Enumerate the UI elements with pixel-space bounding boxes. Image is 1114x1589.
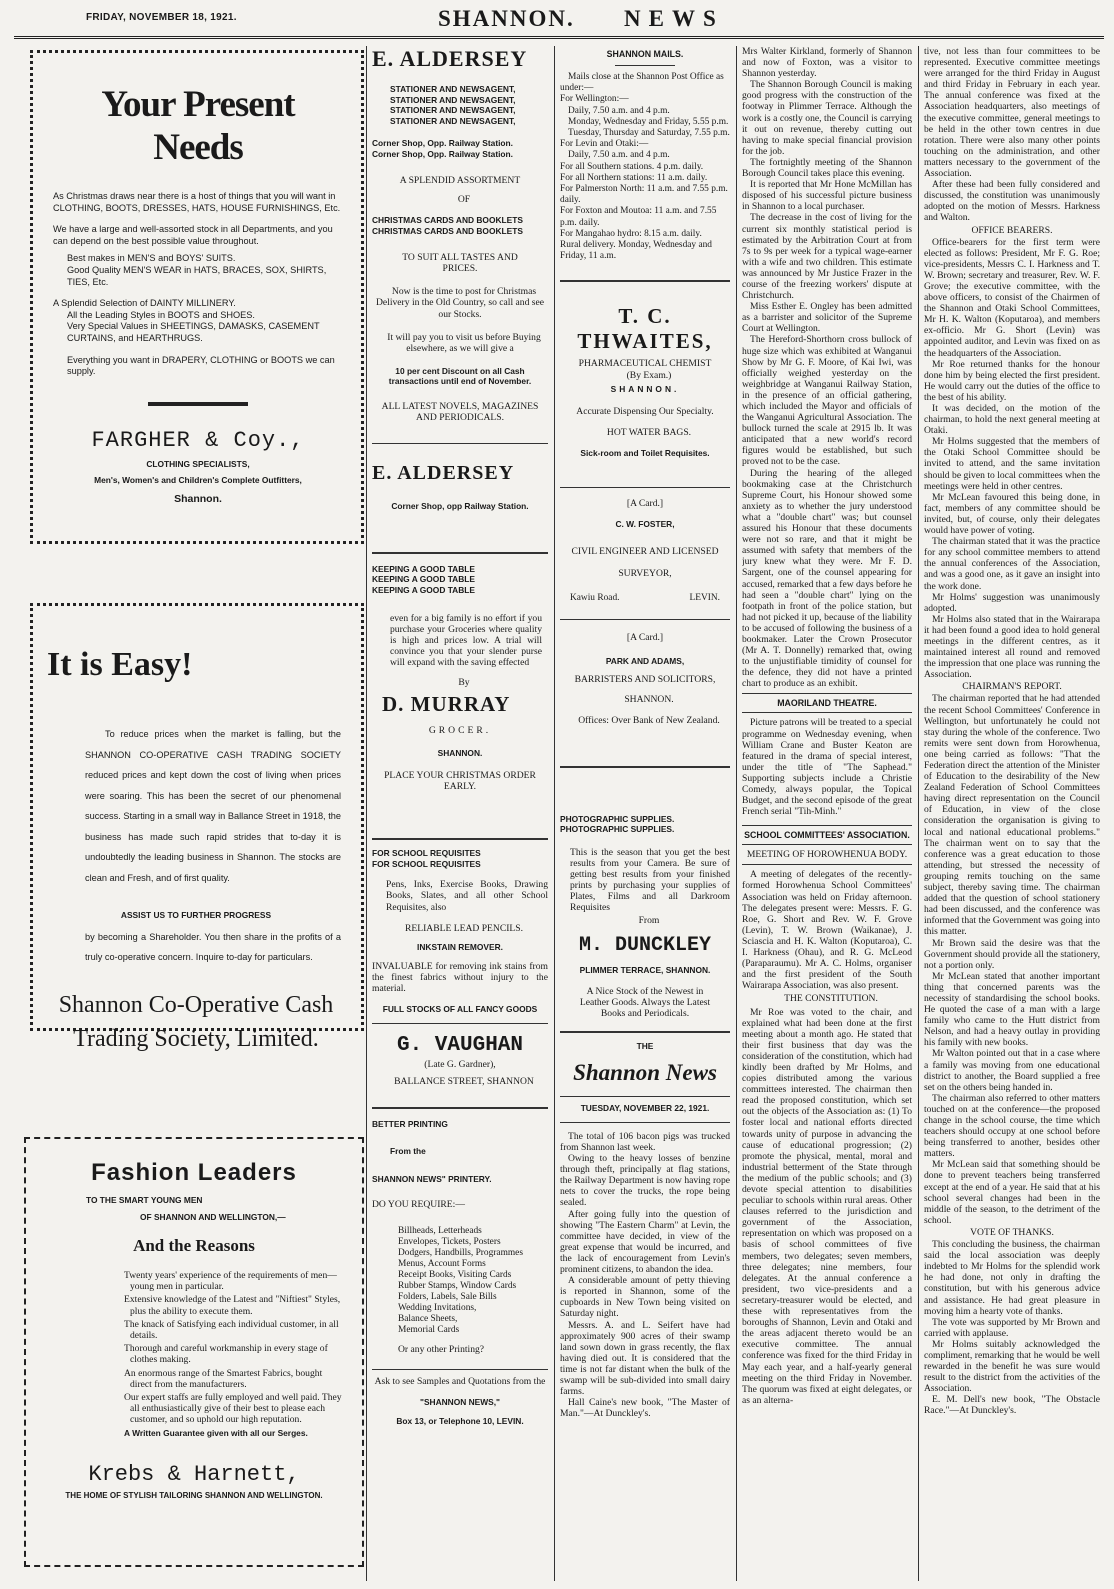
report-para-6: Mr McLean said that something should be done to prevent teachers being transferred except at the end of a year. He said that at his school several changes had been in the middle of the season, to the detriment of the school. — [924, 1159, 1100, 1226]
news-item-4: A considerable amount of petty thieving is reported in Shannon, some of the cupboards in New Town being visited on Saturday night. — [560, 1275, 730, 1320]
column-rule-3 — [736, 46, 737, 1581]
print-item-2: Envelopes, Tickets, Posters — [398, 1236, 501, 1247]
news-dateline: TUESDAY, NOVEMBER 22, 1921. — [580, 1103, 710, 1114]
vaughan-heading: G. VAUGHAN — [396, 1033, 524, 1057]
office-para-4: Mr Holms suggested that the members of the Otaki School Committee should be invited to attend, and the same invitation should be given to local committees when the meetings were held in other centres. — [924, 436, 1100, 492]
ad-fashion-reason-6: Our expert staffs are fully employed and well paid. They all enthusiastically give of their best to please each customer, and so uphold our high reputation. — [124, 1392, 342, 1426]
mails-line-6: For Levin and Otaki:— — [560, 139, 649, 150]
ad-fashion-headline: Fashion Leaders — [91, 1159, 297, 1186]
ad-easy-assist-body: by becoming a Shareholder. You then share in the profits of a truly co-operative concern. Inquire to-day for particulars. — [85, 931, 341, 962]
ad-easy-headline: It is Easy! — [47, 646, 193, 683]
office-para-1: Office-bearers for the first term were elected as follows: President, Mr F. G. Roe; vice-presidents, Messrs C. I. Harkness and T. W. Brown; secretary and treasurer, Rev. W. F. Grove; the executive committee, with the above officers, to consist of the Chairmen of the Shannon and Otaki School Committees, Mr H. K. Walton (Koputaroa), and members ex-officio. Mr G. Short (Levin) was appointed auditor, and Levin was fixed on as the headquarters of the Association. — [924, 236, 1100, 359]
ad-present-body — [53, 191, 343, 378]
murray-shannon: SHANNON. — [437, 747, 483, 758]
ad-present-p5: A Splendid Selection of DAINTY MILLINERY. — [53, 298, 236, 309]
meeting-heading: MEETING OF HOROWHENUA BODY. — [746, 849, 908, 861]
do-you-require: DO YOU REQUIRE:— — [372, 1198, 465, 1210]
ad-fashion-reason-2: Extensive knowledge of the Latest and "Niftiest" Styles, plus the ability to execute them. — [124, 1294, 341, 1317]
dispensing: Accurate Dispensing Our Specialty. — [576, 406, 714, 418]
ad-present-firm: FARGHER & Coy., — [91, 427, 305, 453]
col4-para-8: During the hearing of the alleged bookmaking case at the Christchurch Supreme Court, his Honour showed some anxiety as to whether the jury understood what a "double chart" was; but counsel assured his Honour that these documents were not so rare, and that it might be assumed with safety that members of the jury knew what they were. Mr F. D. Sargent, one of the counsel appearing for accused, remarked that a few days before he had seen a "double chart" lying on the footpath in front of the police station, but had not picked it up, because of the liability to be accused of following the business of a bookmaker. Later the Crown Prosecutor (Mr A. T. Donnelly) remarked that, owing to the unjustifiable timidity of counsel for the defence, they did not have a printed chart to produce as an exhibit. — [742, 467, 912, 690]
column-2 — [372, 46, 548, 1586]
vote-para-2: The vote was supported by Mr Brown and carried with applause. — [924, 1316, 1100, 1339]
print-item-10: Memorial Cards — [398, 1324, 460, 1335]
vote-para-1: This concluding the business, the chairman said the local association was deeply indebted to Mr Holms for the splendid work he had done, not only in drafting the constitution, but with his generous advice and assistance. He had great pleasure in moving him a hearty vote of thanks. — [924, 1239, 1100, 1317]
divider — [560, 1031, 730, 1033]
hot-water-bags: HOT WATER BAGS. — [606, 427, 692, 439]
col4-para-6: Miss Esther E. Ongley has been admitted as a barrister and solicitor of the Supreme Court at Wellington. — [742, 301, 912, 335]
chemist-exam: (By Exam.) — [626, 369, 672, 381]
better-printing: BETTER PRINTING — [372, 1119, 448, 1129]
card-label-2: [A Card.] — [626, 632, 664, 644]
print-item-5: Receipt Books, Visiting Cards — [398, 1269, 512, 1280]
cash-discount: 10 per cent Discount on all Cash transactions until end of November. — [388, 365, 532, 387]
good-table-1: KEEPING A GOOD TABLE — [372, 563, 475, 574]
ad-present-rule — [148, 402, 248, 406]
report-para-4: Mr Walton pointed out that in a case where a family was moving from one educational district to another, the Board supplied a free set on the others being handed in. — [924, 1048, 1100, 1093]
divider — [372, 1369, 548, 1370]
ad-fashion-leaders — [24, 1137, 364, 1567]
col4-para-4: It is reported that Mr Hone McMillan has disposed of his successful picture business in Shannon to a local purchaser. — [742, 179, 912, 213]
photo-heading — [560, 814, 730, 835]
it-will-pay: It will pay you to visit us before Buying elsewhere, as we will give a — [387, 331, 541, 354]
news-item-2: Owing to the heavy losses of benzine through theft, principally at flag stations, the Railway Department is now having rope nets to cover the trucks, the rope being sealed. — [560, 1153, 730, 1209]
ad-fashion-list — [124, 1270, 342, 1438]
column-3 — [560, 46, 730, 1586]
splendid-assortment: A SPLENDID ASSORTMENT — [399, 175, 521, 186]
grocer-label: GROCER. — [428, 724, 492, 736]
divider — [372, 443, 548, 444]
ad-easy-assist: ASSIST US TO FURTHER PROGRESS — [120, 910, 272, 920]
photo-supplies-2: PHOTOGRAPHIC SUPPLIES. — [560, 824, 675, 835]
col5-para-1: tive, not less than four committees to be represented. Executive committee meetings were arranged for the third Friday in August and third Friday in February in each year. The annual conference was fixed at the Association headquarters, also meetings of the executive committee, general meetings to be held in the other town centres in due rotation. There were also many other points touching on the administration, and other matters necessary to the government of the Association. — [924, 46, 1100, 180]
column-5 — [924, 46, 1100, 1586]
foster-road: Kawiu Road. — [570, 593, 620, 604]
divider — [742, 864, 912, 865]
masthead — [0, 0, 1114, 40]
vaughan-address: BALLANCE STREET, SHANNON — [394, 1075, 534, 1087]
mails-line-11: For Foxton and Moutoa: 11 a.m. and 7.55 p.m. daily. — [560, 206, 717, 228]
divider — [560, 1096, 730, 1097]
report-para-1: The chairman reported that he had attended the recent School Committees' Conference in Wellington, but unfortunately he could not stay during the whole of the conference. Two remits were sent down from Horowhenua, one being carried as follows: "That the Federation direct the attention of the Minister of Education to the desirability of the New Zealand Federation of School Committees having direct representation on the Council of Education, in view of the close consideration the organisation is giving to local and national educational problems." The chairman went on to say that the conference was a great education to those attending, but stressed the necessity of grouping remits touching on the same subject, thereby saving time. The chairman added that the question of school stationery had been discussed, and the conference was informed that the Government was going into this matter. — [924, 693, 1100, 938]
christmas-order: PLACE YOUR CHRISTMAS ORDER EARLY. — [384, 770, 536, 793]
meeting-body: A meeting of delegates of the recently-formed Horowhenua School Committees' Association was held on Friday afternoon. The delegates present were: Messrs. F. G. Roe, G. Short and Rev. W. F. Grove (Levin), T. W. Brown (Waikanae), J. Sciascia and H. K. Walton (Koputaroa), C. I. Harkness (Ohau), and R. G. McLeod (Paraparaumu). Mr A. C. Holms, organiser and the first president of the South Wairarapa Association, was also present. — [742, 869, 912, 992]
ad-fashion-reason-1: Twenty years' experience of the requirements of men—young men in particular. — [124, 1270, 337, 1293]
ad-fashion-footer: THE HOME OF STYLISH TAILORING SHANNON AND WELLINGTON. — [65, 1491, 323, 1501]
report-para-3: Mr McLean stated that another important thing that concerned parents was the necessity of standardising the school books. He quoted the case of a man with a large family who came to the Hutt district from Nelson, and had a heavy outlay in providing his family with new books. — [924, 970, 1100, 1049]
col5-para-2: After these had been fully considered and discussed, the constitution was unanimously adopted on the motion of Messrs. Harkness and Walton. — [924, 179, 1100, 224]
mails-line-3: Daily, 7.50 a.m. and 4 p.m. — [568, 105, 670, 116]
office-para-8: Mr Holms also stated that in the Wairarapa it had been found a good idea to hold general meetings in the different centres, as it maintained interest all round and removed the impression that one place was running the Association. — [924, 613, 1100, 681]
vote-of-thanks-heading: VOTE OF THANKS. — [970, 1226, 1054, 1238]
park-offices: Offices: Over Bank of New Zealand. — [578, 714, 720, 726]
column-rule-4 — [918, 46, 919, 1581]
office-para-6: The chairman stated that it was the practice for any school committee members to attend the annual conferences of the Association, and was a good one, as it gave an insight into the work done. — [924, 536, 1100, 592]
school-requisites-body: Pens, Inks, Exercise Books, Drawing Books, Slates, and all other School Requisites, also — [386, 879, 548, 913]
mails-line-1: Mails close at the Shannon Post Office as under:— — [560, 72, 724, 94]
good-table-2: KEEPING A GOOD TABLE — [372, 574, 475, 585]
plimmer-terrace: PLIMMER TERRACE, SHANNON. — [579, 965, 711, 976]
by-label: By — [458, 676, 470, 688]
ad-present-headline: Your Present Needs — [101, 84, 295, 168]
divider — [742, 712, 912, 713]
office-bearers-heading: OFFICE BEARERS. — [971, 224, 1053, 236]
latest-novels: ALL LATEST NOVELS, MAGAZINES AND PERIODICALS. — [381, 400, 539, 423]
ad-fashion-reason-5: An enormous range of the Smartest Fabrics, bought direct from the manufacturers. — [124, 1367, 323, 1390]
mails-line-10: For Palmerston North: 11 a.m. and 7.55 p.m. daily. — [560, 184, 728, 206]
divider — [560, 280, 730, 282]
maoriland-heading: MAORILAND THEATRE. — [777, 698, 877, 709]
chemist-title: PHARMACEUTICAL CHEMIST — [578, 358, 712, 370]
ad-present-outfitters: Men's, Women's and Children's Complete Outfitters, — [94, 475, 302, 486]
constitution-body: Mr Roe was voted to the chair, and explained what had been done at the first meeting about a month ago. He stated that their first business that day was the consideration of the constitution, which had kindly been drafted by Mr Holms, and copies distributed among the various committees interested. The chairman then read the proposed constitution, which set out the objects of the Association as: (1) To foster local and national efforts directed towards unity of purpose in advancing the cause of educational progression; (2) promote the physical, mental, moral and industrial betterment of the State through the medium of the public schools; and (3) devote special attention to disabilities peculiar to schools within rural areas. Other clauses referred to the jurisdiction and government of the Association, representation on which was proposed on a basis of school committees of five members, two delegates; seven members, three delegates; nine members, four delegates. At the annual conference a president, two vice-presidents and a secretary-treasurer would be elected, and these with representatives from the boroughs of Shannon, Levin and Otaki and the areas adjacent thereto would be an executive committee. The annual conference was fixed for the third Friday in May each year, and a half-yearly general meeting on the third Friday in November. The quorum was fixed at eight delegates, or as an alterna- — [742, 1006, 912, 1406]
divider — [372, 1107, 548, 1109]
inkstain-body: INVALUABLE for removing ink stains from the finest fabrics without injury to the material. — [372, 960, 548, 994]
masthead-rule — [14, 36, 1104, 39]
ad-it-is-easy — [30, 603, 364, 1052]
corner-shop-1: Corner Shop, Opp. Railway Station. — [372, 138, 513, 148]
issue-date: FRIDAY, NOVEMBER 18, 1921. — [86, 12, 237, 23]
local-news — [560, 1131, 730, 1419]
foster-title: CIVIL ENGINEER AND LICENSED SURVEYOR, — [571, 546, 719, 580]
murray-heading: D. MURRAY — [382, 691, 511, 716]
photo-from: From — [638, 915, 660, 927]
ad-easy-firm: Shannon Co-Operative Cash Trading Society, Limited. — [58, 991, 334, 1052]
ad-present-p2: We have a large and well-assorted stock in all Departments, and you can depend on the best possible value throughout. — [53, 224, 333, 246]
col4-para-3: The fortnightly meeting of the Shannon Borough Council takes place this evening. — [742, 156, 912, 180]
office-para-5: Mr McLean favoured this being done, in fact, members of any committee should be invited, but, of course, only their delegates would have power of voting. — [924, 491, 1100, 537]
mails-line-7: Daily, 7.50 a.m. and 4 p.m. — [568, 150, 670, 161]
christmas-cards-2: CHRISTMAS CARDS AND BOOKLETS — [372, 225, 523, 236]
shannon-news-printery: SHANNON NEWS" PRINTERY. — [372, 1174, 492, 1184]
news-item-5: Messrs. A. and L. Seifert have had approximately 900 acres of their swamp land sown down in grass recently, the flax having died out. It is considered that the time is not far distant when the bulk of the swamp will be sub-divided into small dairy farms. — [560, 1319, 730, 1398]
stationer-line-3: STATIONER AND NEWSAGENT, — [390, 105, 516, 115]
office-para-3: It was decided, on the motion of the chairman, to hold the next general meeting at Otaki. — [924, 403, 1100, 437]
inkstain-heading: INKSTAIN REMOVER. — [417, 941, 503, 952]
ad-fashion-sub1: TO THE SMART YOUNG MEN — [86, 1195, 203, 1205]
thwaites-heading: T. C. THWAITES, — [577, 304, 713, 354]
column-rule-2 — [554, 46, 555, 1581]
foster-address — [570, 593, 720, 603]
christmas-cards-1: CHRISTMAS CARDS AND BOOKLETS — [372, 215, 523, 226]
barristers: BARRISTERS AND SOLICITORS, — [574, 674, 716, 686]
dunckley-heading: M. DUNCKLEY — [578, 934, 712, 958]
school-committees-heading: SCHOOL COMMITTEES' ASSOCIATION. — [744, 830, 910, 841]
sickroom: Sick-room and Toilet Requisites. — [580, 448, 710, 459]
divider — [372, 838, 548, 840]
ad-present-p8: Everything you want in DRAPERY, CLOTHING or BOOTS we can supply. — [67, 354, 335, 377]
park-town: SHANNON. — [624, 693, 674, 705]
divider — [560, 1122, 730, 1123]
ad-fashion-reason-3: The knack of Satisfying each individual customer, in all details. — [124, 1318, 339, 1342]
aldersey-address — [372, 138, 548, 159]
ad-fashion-guarantee: A Written Guarantee given with all our Serges. — [124, 1427, 308, 1438]
column-4 — [742, 46, 912, 1586]
lead-pencils: RELIABLE LEAD PENCILS. — [404, 922, 524, 934]
masthead-title-shannon: SHANNON. — [438, 6, 575, 31]
divider — [372, 552, 548, 554]
school-requisites-1: FOR SCHOOL REQUISITES — [372, 848, 481, 859]
vote-para-4: E. M. Dell's new book, "The Obstacle Race."—At Dunckley's. — [924, 1394, 1100, 1417]
news-item-3: After going fully into the question of showing "The Eastern Charm" at Levin, the committee have decided, in view of the great expense that would be incurred, and the lack of encouragement from Levin's prominent citizens, to abandon the idea. — [560, 1208, 730, 1276]
print-item-3: Dodgers, Handbills, Programmes — [398, 1247, 523, 1258]
good-table-headings — [372, 564, 548, 596]
ad-fashion-reason-4: Thorough and careful workmanship in every stage of clothes making. — [124, 1343, 328, 1366]
ad-fashion-sub2: OF SHANNON AND WELLINGTON,— — [140, 1211, 286, 1222]
constitution-heading: THE CONSTITUTION. — [784, 993, 878, 1005]
aldersey-stationer — [390, 84, 548, 126]
school-requisites-2: FOR SCHOOL REQUISITES — [372, 858, 481, 869]
stationer-line-4: STATIONER AND NEWSAGENT, — [390, 115, 516, 126]
ad-present-tagline: CLOTHING SPECIALISTS, — [146, 458, 250, 469]
ad-present-town: Shannon. — [174, 492, 222, 505]
school-requisites-heading — [372, 848, 548, 869]
ad-easy-body: To reduce prices when the market is falling, but the SHANNON CO-OPERATIVE CASH TRADING SOCIETY reduced prices and kept down the cost of living when prices were soaring. This has been the secret of our phenomenal success. Starting in a small way in Ballance Street in 1918, the business has made such rapid strides that to-day it is undoubtedly the leading business in Shannon. The stocks are clean and Fresh, and of first quality. — [85, 729, 341, 883]
col4-para-7: The Hereford-Shorthorn cross bullock of huge size which was exhibited at Wanganui Show by Mr G. F. Moore, of Kai Iwi, was officially weighed yesterday on the weighbridge at Wanganui Railway Station, in the presence of an official gathering, which included the Mayor and officials of the Wanganui Agricultural Association. The bullock turned the scale at 2915 lb. It was anticipated that a new world's record figures would be established, but such proved not to be the case. — [742, 334, 912, 468]
christmas-cards — [372, 215, 548, 236]
dunckley-stock: A Nice Stock of the Newest in Leather Goods. Always the Latest Books and Periodicals. — [579, 985, 711, 1020]
ad-present-p3: Best makes in MEN'S and BOYS' SUITS. — [67, 253, 236, 264]
divider — [742, 825, 912, 826]
vaughan-late: (Late G. Gardner), — [424, 1058, 496, 1070]
corner-shop-2: Corner Shop, Opp. Railway Station. — [372, 148, 513, 159]
shannon-news-name: "SHANNON NEWS," — [419, 1396, 501, 1407]
divider — [560, 766, 730, 768]
divider — [560, 619, 730, 620]
col4-para-5: The decrease in the cost of living for the current six monthly statistical period is estimated by the Arbitration Court at from 7s to 9s per week for a typical wage-earner with a wife and two children. This estimate was announced by Mr Justice Frazer in the course of the freezing workers' dispute at Christchurch. — [742, 212, 912, 302]
print-item-8: Wedding Invitations, — [398, 1302, 477, 1313]
column-rule-1 — [366, 46, 367, 1581]
mails-line-8: For all Southern stations. 4 p.m. daily. — [560, 161, 704, 172]
park-adams: PARK AND ADAMS, — [605, 655, 685, 666]
divider — [560, 487, 730, 488]
box-telephone: Box 13, or Telephone 10, LEVIN. — [396, 1415, 524, 1426]
thwaites-town: SHANNON. — [610, 383, 680, 394]
aldersey-heading-2: E. ALDERSEY — [372, 462, 515, 485]
mails-line-2: For Wellington:— — [560, 94, 629, 105]
maoriland-body: Picture patrons will be treated to a special programme on Wednesday evening, when William Crane and Buster Keaton are featured in the drama of special interest, under the title of "The Saphead." Supporting subjects include a Christie Comedy, always popular, the Topical Budget, and the second episode of the great French serial "Tih-Minh." — [742, 717, 912, 818]
ad-fashion-firm: Krebs & Harnett, — [88, 1462, 300, 1488]
aldersey-address-2: Corner Shop, opp Railway Station. — [391, 501, 529, 512]
mails-line-12: For Mangahao hydro: 8.15 a.m. daily. — [560, 228, 702, 239]
shannon-news-masthead: Shannon News — [573, 1060, 717, 1086]
printing-list — [398, 1226, 548, 1336]
of-label: OF — [457, 194, 471, 206]
ad-present-p4: Good Quality MEN'S WEAR in HATS, BRACES, SOX, SHIRTS, TIES, Etc. — [67, 264, 327, 287]
any-other-printing: Or any other Printing? — [398, 1343, 485, 1355]
stationer-line-1: STATIONER AND NEWSAGENT, — [390, 84, 516, 94]
report-para-2: Mr Brown said the desire was that the Government should provide all the stationery, not a portion only. — [924, 937, 1100, 971]
mails-line-4: Monday, Wednesday and Friday, 5.55 p.m. — [568, 116, 729, 127]
good-table-3: KEEPING A GOOD TABLE — [372, 584, 475, 595]
divider — [372, 1023, 548, 1024]
good-table-body: even for a big family is no effort if you purchase your Groceries where quality is high and prices low. A trial will convince you that your slender purse will expand with the saving effected — [390, 613, 542, 669]
ad-present-p6: All the Leading Styles in BOOTS and SHOES. — [67, 309, 255, 320]
office-para-2: Mr Roe returned thanks for the honour done him by being elected the first president. He would carry out the duties of the office to the best of his ability. — [924, 358, 1100, 403]
post-for-christmas: Now is the time to post for Christmas Delivery in the Old Country, so call and see our Stocks. — [375, 286, 545, 320]
mails-line-5: Tuesday, Thursday and Saturday, 7.55 p.m. — [568, 128, 730, 139]
fancy-goods: FULL STOCKS OF ALL FANCY GOODS — [382, 1003, 538, 1014]
masthead-title-news: NEWS — [624, 6, 724, 31]
ad-present-needs — [30, 50, 364, 544]
col4-para-2: The Shannon Borough Council is making good progress with the construction of the footway in Plimmer Terrace. Although the work is a costly one, the Council is carrying it out on revenue, thereby cutting out having to make special financial provision for the job. — [742, 79, 912, 157]
chairmans-report-heading: CHAIRMAN'S REPORT. — [962, 681, 1062, 693]
print-item-7: Folders, Labels, Sale Bills — [398, 1291, 497, 1302]
news-item-6: Hall Caine's new book, "The Master of Man."—At Dunckley's. — [560, 1397, 730, 1420]
print-item-4: Menus, Account Forms — [398, 1258, 486, 1269]
ad-present-p1: As Christmas draws near there is a host of things that you will want in CLOTHING, BOOTS, DRESSES, HATS, HOUSE FURNISHINGS, Etc. — [53, 191, 341, 213]
aldersey-heading: E. ALDERSEY — [372, 46, 528, 71]
ad-fashion-reasons: And the Reasons — [133, 1236, 255, 1255]
ask-samples: Ask to see Samples and Quotations from the — [374, 1375, 546, 1387]
mails-heading: SHANNON MAILS. — [606, 49, 684, 59]
col4-para-1: Mrs Walter Kirkland, formerly of Shannon and now of Foxton, was a visitor to Shannon yesterday. — [742, 46, 912, 80]
print-item-1: Billheads, Letterheads — [398, 1225, 482, 1236]
news-item-1: The total of 106 bacon pigs was trucked from Shannon last week. — [560, 1130, 730, 1153]
divider — [742, 693, 912, 694]
divider — [615, 65, 675, 66]
divider — [742, 844, 912, 845]
mails-schedule — [560, 72, 730, 262]
stationer-line-2: STATIONER AND NEWSAGENT, — [390, 94, 516, 105]
vote-para-3: Mr Holms suitably acknowledged the compliment, remarking that he would be well rewarded in the benefit he was sure would result to the district from the activities of the Association. — [924, 1338, 1100, 1395]
mails-line-13: Rural delivery. Monday, Wednesday and Friday, 11 a.m. — [560, 240, 712, 262]
foster-town: LEVIN. — [689, 593, 720, 604]
suit-all-tastes: TO SUIT ALL TASTES AND PRICES. — [402, 252, 518, 275]
print-item-6: Rubber Stamps, Window Cards — [398, 1280, 517, 1291]
foster-name: C. W. FOSTER, — [615, 518, 675, 529]
photo-supplies-1: PHOTOGRAPHIC SUPPLIES. — [560, 813, 675, 824]
the-label: THE — [636, 1041, 654, 1052]
report-para-5: The chairman also referred to other matters touched on at the conference—the proposed change in the school course, the time which teachers should occupy at one school before being transferred to another, besides other matters. — [924, 1092, 1100, 1160]
office-para-7: Mr Holms' suggestion was unanimously adopted. — [924, 591, 1100, 614]
photo-body: This is the season that you get the best results from your Camera. Be sure of getting best results from your finished prints by purchasing your supplies of Plates, Films and all Darkroom Requisites — [570, 846, 730, 914]
from-the: From the — [390, 1145, 426, 1156]
mails-line-9: For all Northern stations: 11 a.m. daily. — [560, 172, 708, 183]
card-label-1: [A Card.] — [626, 497, 664, 509]
print-item-9: Balance Sheets, — [398, 1313, 458, 1324]
ad-present-p7: Very Special Values in SHEETINGS, DAMASKS, CASEMENT CURTAINS, and HEARTHRUGS. — [67, 321, 320, 343]
